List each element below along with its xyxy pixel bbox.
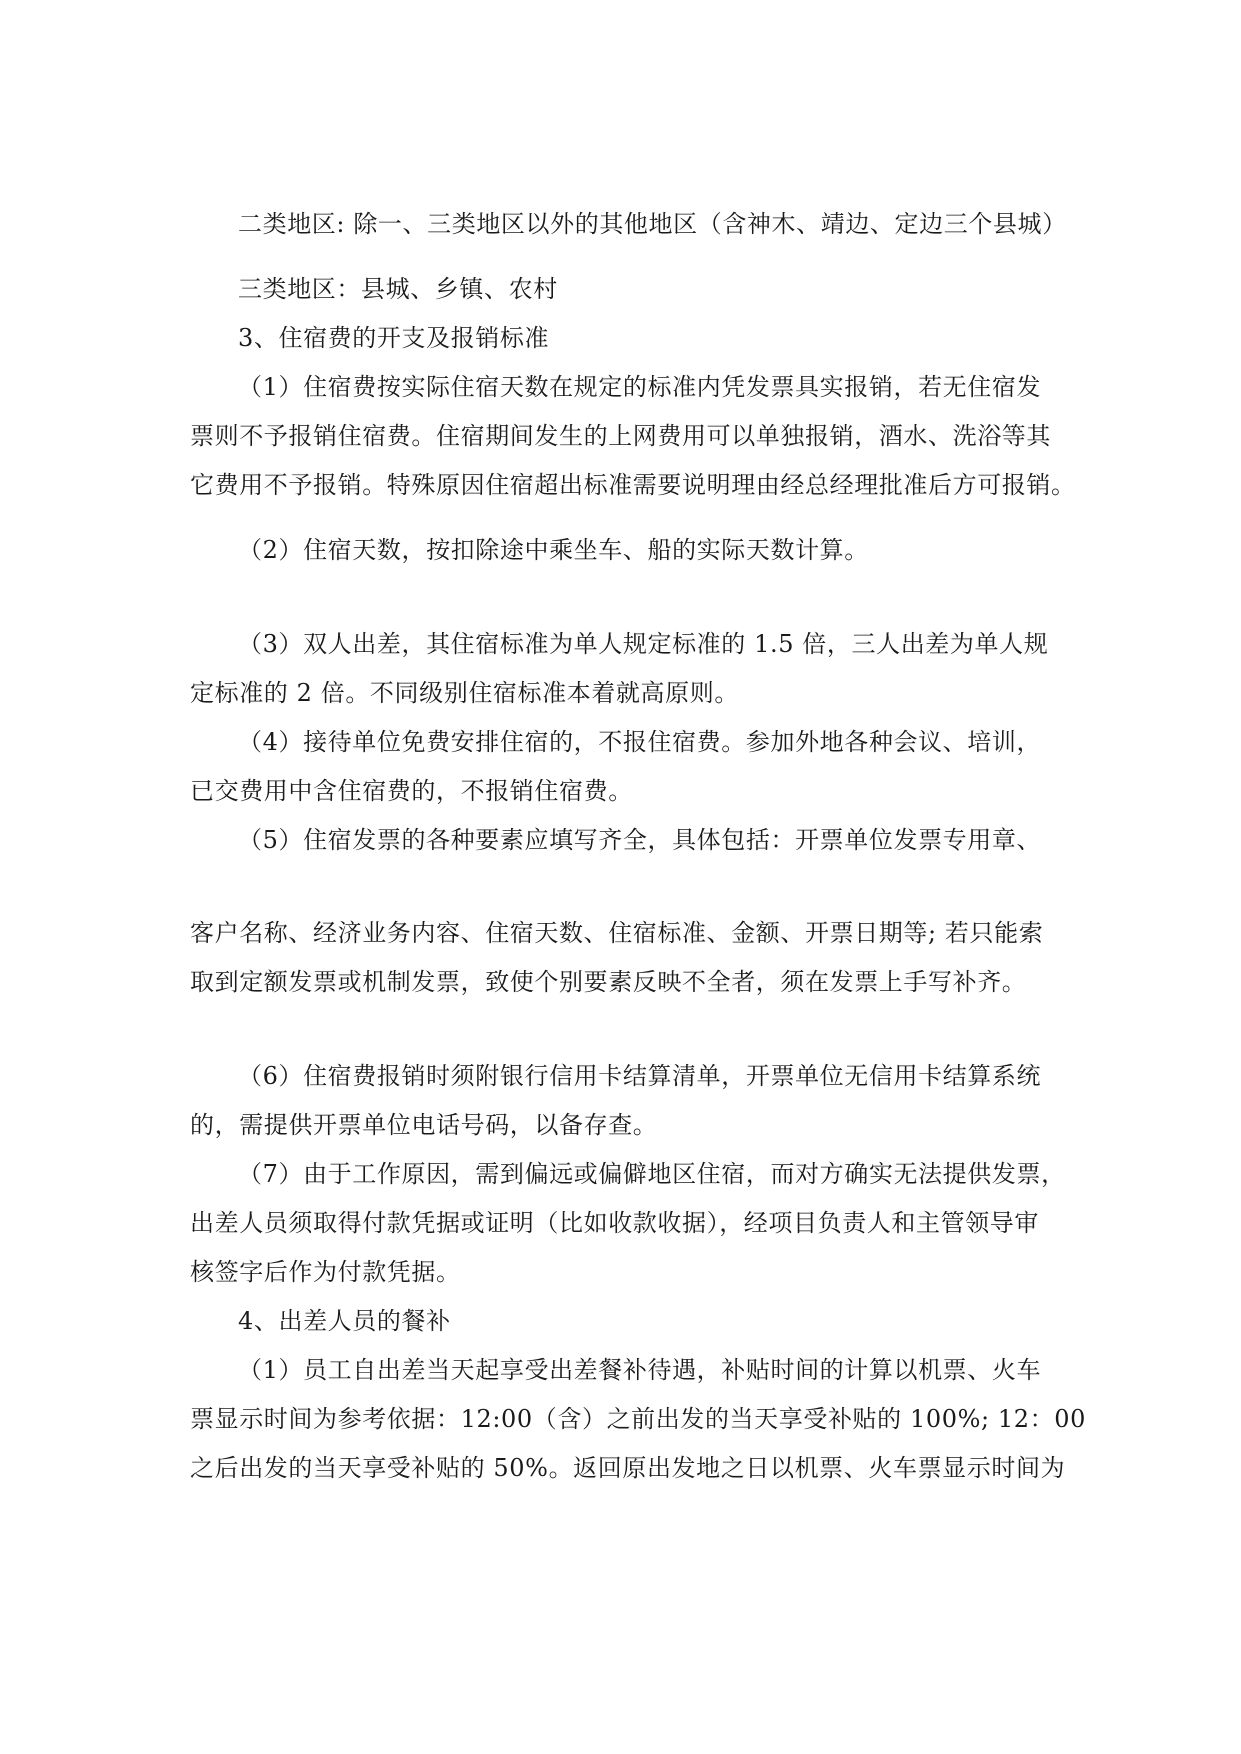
paragraph-line: 客户名称、经济业务内容、住宿天数、住宿标准、金额、开票日期等; 若只能索 (190, 919, 1044, 947)
paragraph-line: 三类地区：县城、乡镇、农村 (238, 275, 558, 303)
paragraph-line: （4）接待单位免费安排住宿的，不报住宿费。参加外地各种会议、培训， (238, 728, 1042, 756)
paragraph-line: （5）住宿发票的各种要素应填写齐全，具体包括：开票单位发票专用章、 (238, 826, 1042, 854)
paragraph-line: 定标准的 2 倍。不同级别住宿标准本着就高原则。 (190, 679, 739, 707)
section-heading: 3、住宿费的开支及报销标准 (238, 324, 550, 352)
paragraph-line: （2）住宿天数，按扣除途中乘坐车、船的实际天数计算。 (238, 536, 869, 564)
paragraph-line: 出差人员须取得付款凭据或证明（比如收款收据），经项目负责人和主管领导审 (190, 1209, 1039, 1237)
paragraph-line: 票则不予报销住宿费。住宿期间发生的上网费用可以单独报销，酒水、洗浴等其 (190, 422, 1051, 450)
paragraph-line: 之后出发的当天享受补贴的 50%。返回原出发地之日以机票、火车票显示时间为 (190, 1454, 1066, 1482)
section-heading: 4、出差人员的餐补 (238, 1307, 451, 1335)
paragraph-line: （1）员工自出差当天起享受出差餐补待遇，补贴时间的计算以机票、火车 (238, 1356, 1042, 1384)
paragraph-line: 核签字后作为付款凭据。 (190, 1258, 461, 1286)
paragraph-line: 二类地区: 除一、三类地区以外的其他地区（含神木、靖边、定边三个县城） (238, 210, 1067, 238)
paragraph-line: 的，需提供开票单位电话号码，以备存查。 (190, 1111, 658, 1139)
paragraph-line: （6）住宿费报销时须附银行信用卡结算清单，开票单位无信用卡结算系统 (238, 1062, 1042, 1090)
paragraph-line: （7）由于工作原因，需到偏远或偏僻地区住宿，而对方确实无法提供发票， (238, 1160, 1066, 1188)
paragraph-line: 票显示时间为参考依据：12:00（含）之前出发的当天享受补贴的 100%; 12：00 (190, 1405, 1086, 1433)
paragraph-line: 取到定额发票或机制发票，致使个别要素反映不全者，须在发票上手写补齐。 (190, 968, 1027, 996)
paragraph-line: 它费用不予报销。特殊原因住宿超出标准需要说明理由经总经理批准后方可报销。 (190, 471, 1076, 499)
paragraph-line: 已交费用中含住宿费的，不报销住宿费。 (190, 777, 633, 805)
paragraph-line: （3）双人出差，其住宿标准为单人规定标准的 1.5 倍，三人出差为单人规 (238, 630, 1049, 658)
paragraph-line: （1）住宿费按实际住宿天数在规定的标准内凭发票具实报销，若无住宿发 (238, 373, 1042, 401)
